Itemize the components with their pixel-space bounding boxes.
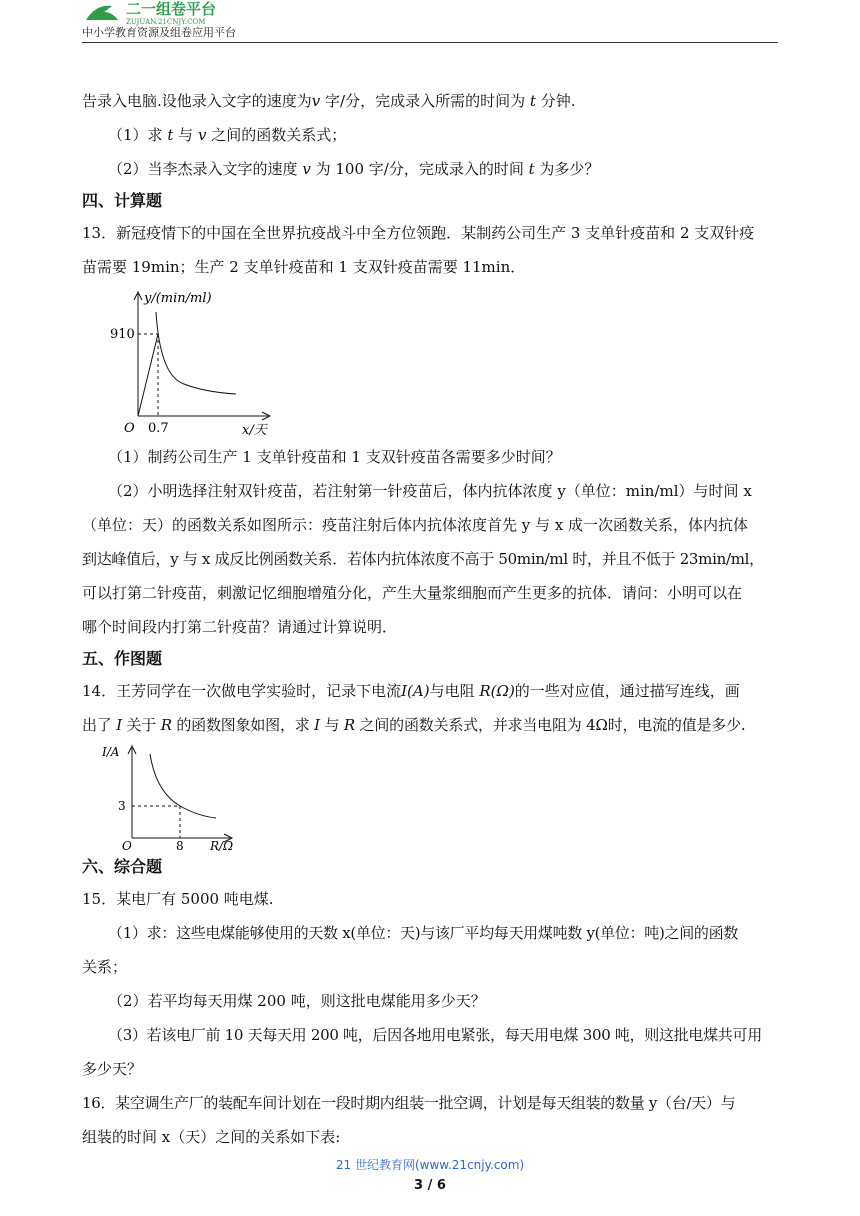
fig1-origin: O	[124, 421, 135, 436]
fig2-xlabel: R/Ω	[210, 839, 234, 852]
antibody-graph	[94, 288, 294, 438]
q15-part1-l2: 关系；	[82, 958, 128, 976]
fig1-xlabel: x/天	[242, 423, 267, 438]
section-heading-6: 六、综合题	[82, 857, 163, 876]
q15-part3-l1: （3）若该电厂前 10 天每天用 200 吨，后因各地用电紧张，每天用电煤 300 吨，则这批电煤共可用	[108, 1026, 762, 1044]
header-subtitle: 中小学教育资源及组卷应用平台	[82, 26, 236, 39]
q15-part3-l2: 多少天？	[82, 1060, 143, 1078]
q13-part2-l2: （单位：天）的函数关系如图所示：疫苗注射后体内抗体浓度首先 y 与 x 成一次函数关系，体内抗体	[82, 516, 749, 534]
q15-line1: 15．某电厂有 5000 吨电煤.	[82, 890, 274, 908]
q16-line1: 16．某空调生产厂的装配车间计划在一段时期内组装一批空调，计划是每天组装的数量 y（台/天）与	[82, 1094, 736, 1112]
header-divider	[82, 42, 778, 43]
q12-part2: （2）当李杰录入文字的速度 v 为 100 字/分，完成录入的时间 t 为多少？	[108, 160, 600, 178]
page-header	[82, 0, 778, 44]
site-logo	[82, 0, 282, 26]
q13-part2-l5: 哪个时间段内打第二针疫苗？请通过计算说明．	[82, 618, 398, 636]
q13-part2-l3: 到达峰值后，y 与 x 成反比例函数关系．若体内抗体浓度不高于 50min/ml 时，并且不低于 23min/ml，	[82, 550, 764, 568]
page-number: 3 / 6	[414, 1178, 446, 1193]
svg-text:二一组卷平台: 二一组卷平台	[126, 0, 217, 18]
q14-line1: 14．王芳同学在一次做电学实验时，记录下电流I(A)与电阻 R(Ω)的一些对应值，通过描写连线，画	[82, 682, 740, 700]
fig2-origin: O	[122, 839, 132, 852]
document-body	[82, 84, 778, 1154]
fig1-ylabel: y/(min/ml)	[144, 291, 212, 306]
q13-part1: （1）制药公司生产 1 支单针疫苗和 1 支双针疫苗各需要多少时间？	[108, 448, 561, 466]
q13-line1: 13．新冠疫情下的中国在全世界抗疫战斗中全方位领跑．某制药公司生产 3 支单针疫苗和 2 支双针疫	[82, 224, 755, 242]
section-heading-4: 四、计算题	[82, 191, 163, 210]
q15-part2: （2）若平均每天用煤 200 吨，则这批电煤能用多少天？	[108, 992, 486, 1010]
q16-line2: 组装的时间 x（天）之间的关系如下表:	[82, 1128, 341, 1146]
current-resistance-graph	[94, 744, 254, 852]
q13-line2: 苗需要 19min；生产 2 支单针疫苗和 1 支双针疫苗需要 11min．	[82, 258, 526, 276]
section-heading-5: 五、作图题	[82, 649, 163, 668]
fig2-ytick: 3	[118, 799, 126, 813]
fig2-ylabel: I/A	[102, 745, 120, 759]
q12-intro-line: 告录入电脑.设他录入文字的速度为v 字/分，完成录入所需的时间为 t 分钟.	[82, 92, 576, 110]
fig2-xtick: 8	[176, 839, 184, 852]
q13-part2-l1: （2）小明选择注射双针疫苗，若注射第一针疫苗后，体内抗体浓度 y（单位：min/ml）与时间 x	[108, 482, 752, 500]
svg-text:ZUJUAN.21CNJY.COM: ZUJUAN.21CNJY.COM	[126, 18, 206, 26]
q12-part1: （1）求 t 与 v 之间的函数关系式；	[108, 126, 347, 144]
fig1-xtick: 0.7	[148, 421, 169, 436]
q14-line2: 出了 I 关于 R 的函数图象如图，求 I 与 R 之间的函数关系式，并求当电阻为 4Ω时，电流的值是多少.	[82, 716, 746, 734]
q15-part1-l1: （1）求：这些电煤能够使用的天数 x(单位：天)与该厂平均每天用煤吨数 y(单位：吨)之间的函数	[108, 924, 739, 942]
q13-part2-l4: 可以打第二针疫苗，刺激记忆细胞增殖分化，产生大量浆细胞而产生更多的抗体．请问：小明可以在	[82, 584, 743, 602]
fig1-ytick: 910	[110, 327, 135, 342]
footer-website-link[interactable]: 21 世纪教育网(www.21cnjy.com)	[335, 1158, 525, 1172]
